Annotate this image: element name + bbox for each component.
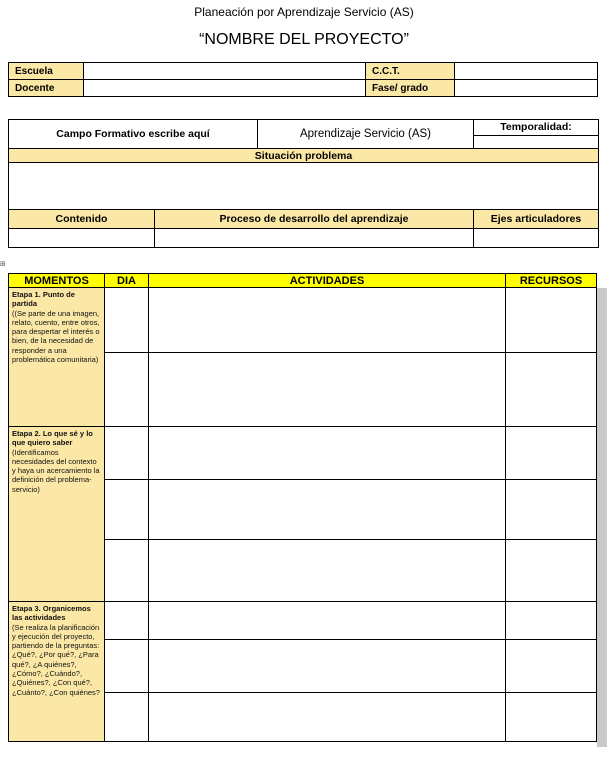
- momentos-header: MOMENTOS: [9, 274, 105, 288]
- recursos-header: RECURSOS: [506, 274, 597, 288]
- recursos-cell[interactable]: [506, 480, 597, 540]
- actividades-cell[interactable]: [149, 602, 506, 640]
- stage-3-cell: [9, 602, 105, 742]
- recursos-cell[interactable]: [506, 288, 597, 353]
- recursos-cell[interactable]: [506, 602, 597, 640]
- escuela-label: Escuela: [9, 63, 84, 80]
- recursos-cell[interactable]: [506, 540, 597, 602]
- stage-2-desc: (Identificamos necesidades del contexto y haya un acercamiento la definición del problema-servicio): [12, 447, 100, 494]
- stage-2-title: Etapa 2. Lo que sé y lo que quiero saber: [12, 429, 93, 448]
- approach-cell: Aprendizaje Servicio (AS): [258, 120, 474, 149]
- recursos-cell[interactable]: [506, 427, 597, 480]
- dia-cell[interactable]: [105, 480, 149, 540]
- dia-cell[interactable]: [105, 427, 149, 480]
- planning-table: [8, 119, 599, 248]
- cct-label: C.C.T.: [366, 63, 455, 80]
- project-title: “NOMBRE DEL PROYECTO”: [199, 31, 409, 48]
- actividades-cell[interactable]: [149, 640, 506, 693]
- recursos-cell[interactable]: [506, 353, 597, 427]
- ejes-field[interactable]: [474, 229, 599, 248]
- actividades-cell[interactable]: [149, 427, 506, 480]
- temporalidad-field[interactable]: [474, 135, 599, 148]
- fase-field[interactable]: [455, 80, 598, 97]
- dia-header: DIA: [105, 274, 149, 288]
- actividades-header: ACTIVIDADES: [149, 274, 506, 288]
- dia-cell[interactable]: [105, 288, 149, 353]
- stage-1-cell: [9, 288, 105, 427]
- stage-1-desc: ((Se parte de una imagen, relato, cuento, entre otros, para despertar el interés o bien, de la necesidad de responder a una problemática comunitaria): [12, 308, 100, 365]
- stage-3-desc: (Se realiza la planificación y ejecución del proyecto, partiendo de la preguntas: ¿Qué?, ¿Por qué?, ¿Para qué?, ¿A quiénes?, ¿Cómo?, ¿Cuándo?, ¿Quiénes?, ¿Con qué?, ¿Cuánto?, ¿Con quiénes?: [12, 622, 100, 697]
- dia-cell[interactable]: [105, 602, 149, 640]
- dia-cell[interactable]: [105, 640, 149, 693]
- situacion-label: Situación problema: [9, 149, 599, 163]
- fase-label: Fase/ grado: [366, 80, 455, 97]
- page-edge-shadow: [597, 288, 607, 747]
- escuela-field[interactable]: [84, 63, 366, 80]
- temporalidad-label: Temporalidad:: [474, 120, 599, 136]
- actividades-cell[interactable]: [149, 480, 506, 540]
- docente-label: Docente: [9, 80, 84, 97]
- stage-2-cell: [9, 427, 105, 602]
- actividades-cell[interactable]: [149, 540, 506, 602]
- cct-field[interactable]: [455, 63, 598, 80]
- docente-field[interactable]: [84, 80, 366, 97]
- recursos-cell[interactable]: [506, 693, 597, 742]
- actividades-cell[interactable]: [149, 353, 506, 427]
- contenido-label: Contenido: [9, 210, 155, 229]
- school-info-table: [8, 62, 598, 97]
- dia-cell[interactable]: [105, 353, 149, 427]
- situacion-field[interactable]: [9, 163, 599, 210]
- contenido-field[interactable]: [9, 229, 155, 248]
- proceso-field[interactable]: [155, 229, 474, 248]
- table-anchor-icon[interactable]: ⊞: [0, 261, 6, 268]
- dia-cell[interactable]: [105, 693, 149, 742]
- stage-1-title: Etapa 1. Punto de partida: [12, 290, 75, 309]
- proceso-label: Proceso de desarrollo del aprendizaje: [155, 210, 474, 229]
- recursos-cell[interactable]: [506, 640, 597, 693]
- ejes-label: Ejes articuladores: [474, 210, 599, 229]
- dia-cell[interactable]: [105, 540, 149, 602]
- actividades-cell[interactable]: [149, 288, 506, 353]
- document-title: Planeación por Aprendizaje Servicio (AS): [194, 5, 414, 19]
- moments-table: [8, 273, 597, 742]
- actividades-cell[interactable]: [149, 693, 506, 742]
- stage-3-title: Etapa 3. Organicemos las actividades: [12, 604, 91, 623]
- campo-formativo-cell[interactable]: Campo Formativo escribe aquí: [9, 120, 258, 149]
